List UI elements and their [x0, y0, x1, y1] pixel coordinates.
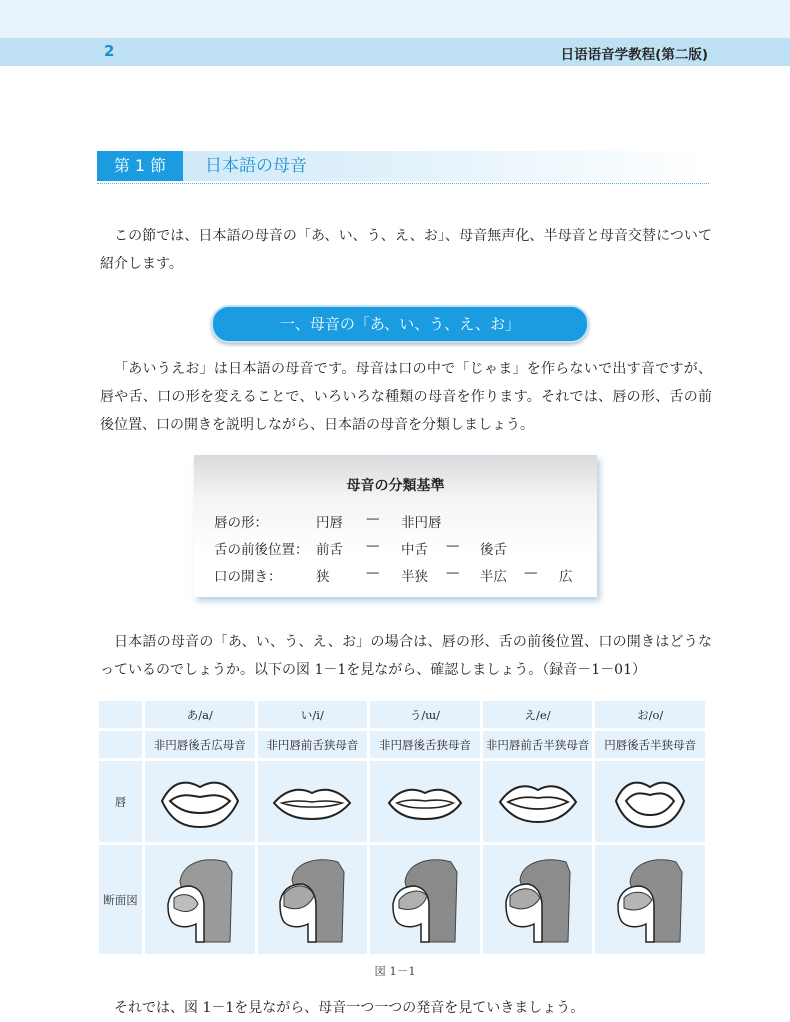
lips-cell — [256, 760, 369, 844]
criteria-box — [194, 455, 597, 597]
cross-section-cell — [369, 844, 482, 956]
vowel-desc-row — [98, 730, 707, 760]
lips-cell — [594, 760, 707, 844]
cross-section-cell — [594, 844, 707, 956]
vowel-description: 円唇後舌半狭母音 — [594, 730, 707, 760]
criteria-item: 狭 — [316, 569, 330, 585]
criteria-item: 前舌 — [316, 542, 343, 558]
body-paragraph-1: 「あいうえお」は日本語の母音です。母音は口の中で「じゃま」を作らないで出す音ですが、唇や舌、口の形を変えることで、いろいろな種類の母音を作ります。それでは、唇の形、舌の前後位置、口の開きを説明しながら、日本語の母音を分類しましょう。 — [100, 361, 712, 433]
subsection-title: 一、母音の「あ、い、う、え、お」 — [211, 305, 589, 343]
cross-section-cell — [481, 844, 594, 956]
lips-cell — [369, 760, 482, 844]
section-number: 第 1 節 — [97, 151, 183, 181]
criteria-title: 母音の分類基準 — [346, 478, 445, 494]
lips-spread-image — [270, 773, 354, 831]
vowel-description: 非円唇前舌半狭母音 — [481, 730, 594, 760]
section-divider — [97, 183, 709, 184]
corner-cell — [98, 730, 144, 760]
criteria-dash: — — [446, 538, 460, 554]
row-label-lips: 唇 — [98, 760, 144, 844]
vowel-kana: お/o/ — [594, 700, 707, 730]
cross-section-cell — [256, 844, 369, 956]
criteria-label: 唇の形： — [214, 515, 268, 531]
running-header — [0, 38, 790, 66]
criteria-dash: — — [524, 565, 538, 581]
vowel-kana: い/i/ — [256, 700, 369, 730]
intro-paragraph: この節では、日本語の母音の「あ、い、う、え、お」、母音無声化、半母音と母音交替について紹介します。 — [100, 228, 712, 272]
criteria-item: 半広 — [480, 569, 507, 585]
vowel-kana: あ/a/ — [144, 700, 257, 730]
cross-section-e-image — [498, 852, 578, 948]
criteria-dash: — — [366, 511, 380, 527]
criteria-dash: — — [446, 565, 460, 581]
criteria-item: 広 — [559, 569, 573, 585]
criteria-label: 舌の前後位置： — [214, 542, 309, 558]
criteria-item: 後舌 — [480, 542, 507, 558]
body-paragraph-2: 日本語の母音の「あ、い、う、え、お」の場合は、唇の形、舌の前後位置、口の開きはどうなっているのでしょうか。以下の図 1－1を見ながら、確認しましょう。（録音－1－01） — [100, 634, 712, 678]
vowel-kana: え/e/ — [481, 700, 594, 730]
section-title: 日本語の母音 — [205, 156, 307, 176]
cross-section-i-image — [272, 852, 352, 948]
lips-cell — [481, 760, 594, 844]
vowel-kana: う/ɯ/ — [369, 700, 482, 730]
criteria-item: 円唇 — [316, 515, 343, 531]
lips-rounded-image — [608, 773, 692, 831]
cross-section-cell — [144, 844, 257, 956]
lips-cell — [144, 760, 257, 844]
row-label-cross-section: 断面図 — [98, 844, 144, 956]
lips-open-wide-image — [158, 773, 242, 831]
vowel-figure-table — [96, 698, 708, 957]
criteria-dash: — — [366, 565, 380, 581]
cross-section-a-image — [160, 852, 240, 948]
section-heading — [97, 151, 709, 181]
criteria-item: 半狭 — [401, 569, 428, 585]
top-band — [0, 0, 790, 38]
vowel-description: 非円唇前舌狭母音 — [256, 730, 369, 760]
lips-half-open-image — [496, 773, 580, 831]
criteria-item: 非円唇 — [401, 515, 442, 531]
vowel-description: 非円唇後舌狭母音 — [369, 730, 482, 760]
criteria-dash: — — [366, 538, 380, 554]
cross-section-u-image — [385, 852, 465, 948]
criteria-item: 中舌 — [401, 542, 428, 558]
closing-paragraph: それでは、図 1－1を見ながら、母音一つ一つの発音を見ていきましょう。 — [114, 1000, 585, 1016]
lips-row — [98, 760, 707, 844]
vowel-description: 非円唇後舌広母音 — [144, 730, 257, 760]
lips-relaxed-image — [383, 773, 467, 831]
book-title: 日语语音学教程(第二版) — [560, 47, 708, 63]
vowel-kana-row — [98, 700, 707, 730]
criteria-label: 口の開き： — [214, 569, 282, 585]
cross-section-row — [98, 844, 707, 956]
corner-cell — [98, 700, 144, 730]
cross-section-o-image — [610, 852, 690, 948]
page-number: 2 — [104, 42, 115, 60]
figure-caption: 図 1－1 — [374, 964, 416, 978]
